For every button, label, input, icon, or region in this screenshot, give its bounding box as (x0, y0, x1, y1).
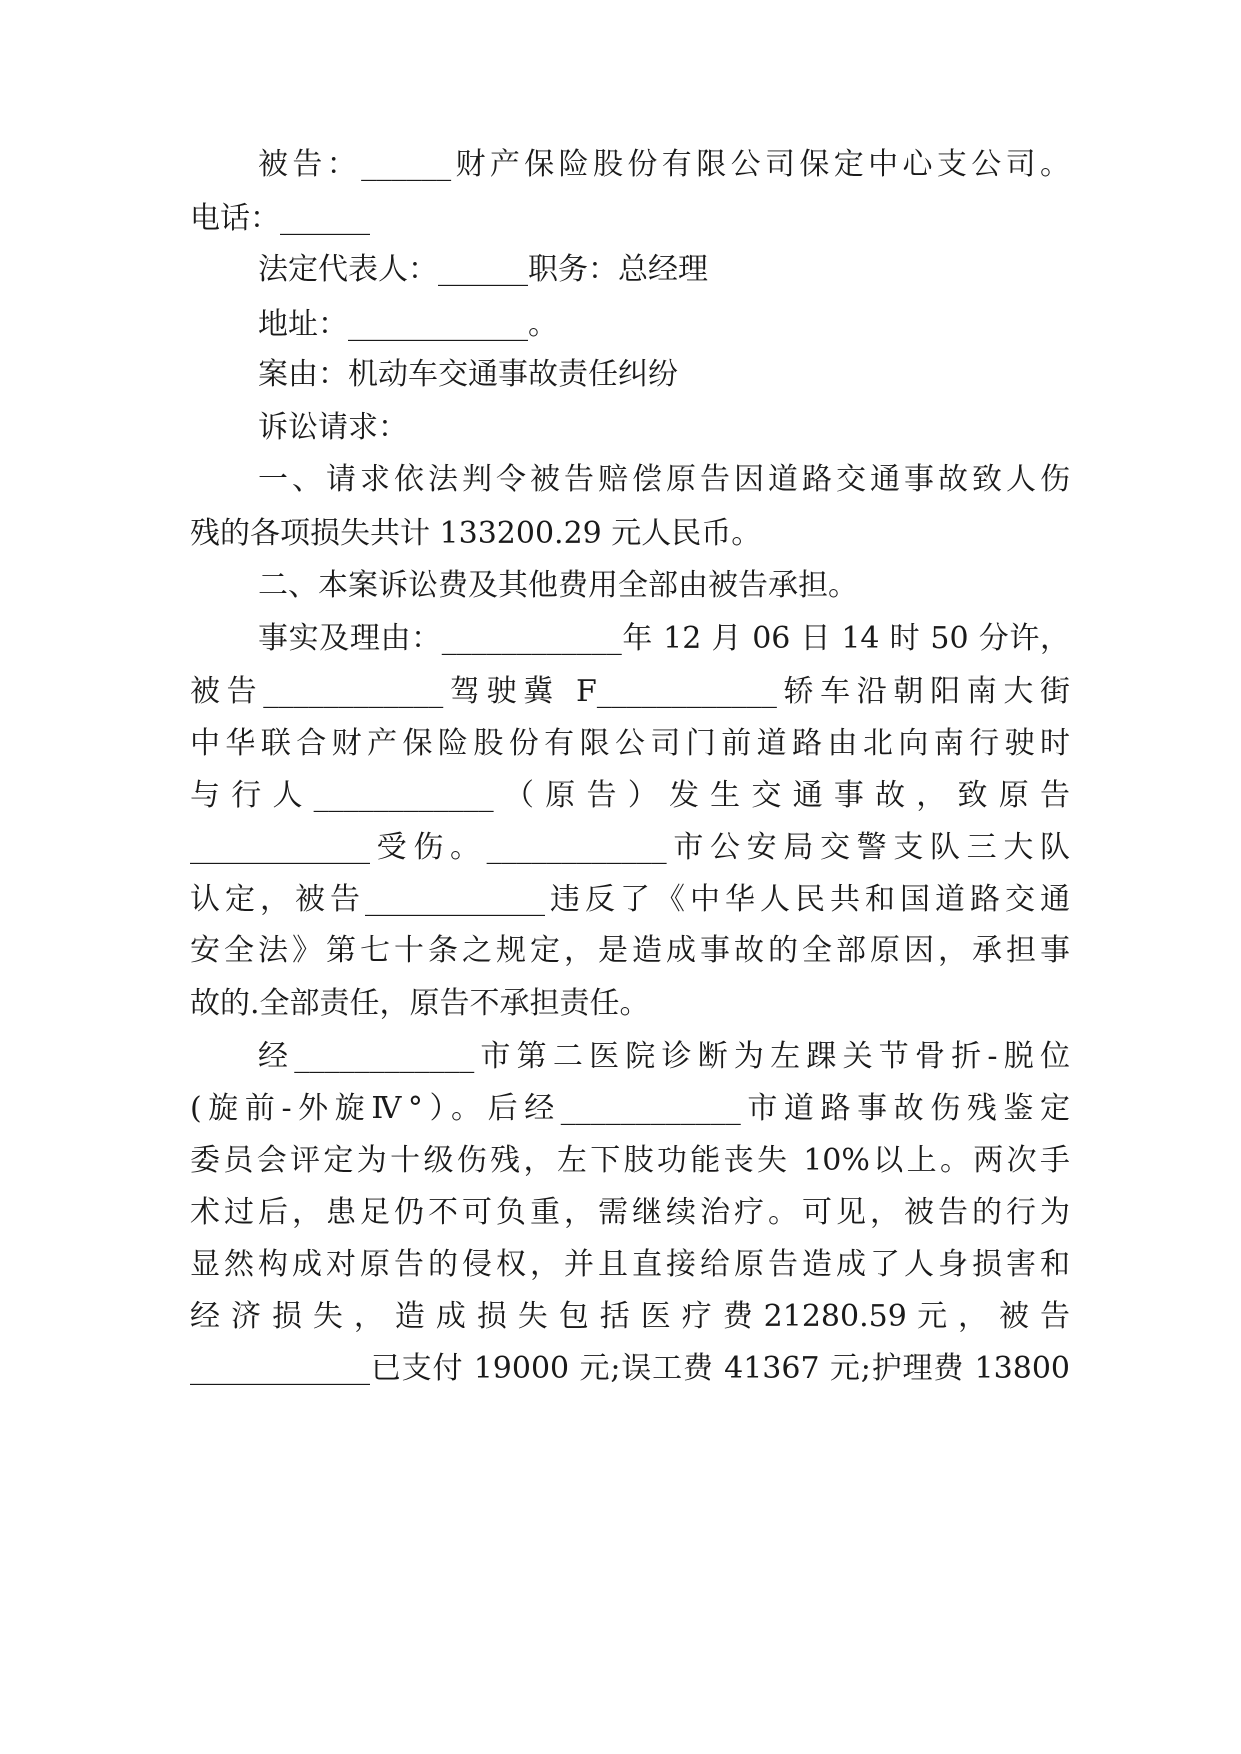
address-line: 地址：____________。 (258, 307, 558, 342)
facts-line-8: 故的.全部责任，原告不承担责任。 (190, 986, 650, 1021)
facts-line-6: 认定，被告____________违反了《中华人民共和国道路交通 (190, 882, 1070, 917)
facts-line-2: 被告____________驾驶冀 F____________轿车沿朝阳南大街 (190, 674, 1070, 709)
diagnosis-line-4: 术过后，患足仍不可负重，需继续治疗。可见，被告的行为 (190, 1195, 1070, 1230)
claim-one-line-1: 一、请求依法判令被告赔偿原告因道路交通事故致人伤 (258, 462, 1070, 497)
diagnosis-line-3: 委员会评定为十级伤残，左下肢功能丧失 10%以上。两次手 (190, 1143, 1070, 1178)
claim-one-line-2: 残的各项损失共计 133200.29 元人民币。 (190, 516, 762, 551)
facts-line-4: 与 行 人 ____________ （ 原 告 ） 发 生 交 通 事 故 ， 致 原 告 (190, 778, 1070, 813)
diagnosis-line-7: ____________已支付 19000 元;误工费 41367 元;护理费 13800 (190, 1351, 1070, 1386)
case-cause-line: 案由：机动车交通事故责任纠纷 (258, 357, 678, 392)
diagnosis-line-1: 经____________市第二医院诊断为左踝关节骨折-脱位 (258, 1039, 1070, 1074)
phone-line: 电话：______ (190, 201, 370, 236)
defendant-line: 被告：______财产保险股份有限公司保定中心支公司。 (258, 147, 1070, 182)
facts-line-7: 安全法》第七十条之规定，是造成事故的全部原因，承担事 (190, 933, 1070, 968)
claim-two-line: 二、本案诉讼费及其他费用全部由被告承担。 (258, 568, 858, 603)
diagnosis-line-6: 经 济 损 失 ， 造 成 损 失 包 括 医 疗 费 21280.59 元 ， 被 告 (190, 1299, 1070, 1334)
facts-line-3: 中华联合财产保险股份有限公司门前道路由北向南行驶时 (190, 726, 1070, 761)
diagnosis-line-5: 显然构成对原告的侵权，并且直接给原告造成了人身损害和 (190, 1247, 1070, 1282)
facts-line-5: ____________受伤。____________市公安局交警支队三大队 (190, 830, 1070, 865)
claims-heading: 诉讼请求： (258, 410, 408, 445)
legal-representative-line: 法定代表人：______职务：总经理 (258, 252, 708, 287)
facts-line-1: 事实及理由：____________年 12 月 06 日 14 时 50 分许， (258, 621, 1070, 656)
diagnosis-line-2: (旋前-外旋Ⅳ°）。后经____________市道路事故伤残鉴定 (190, 1091, 1070, 1126)
